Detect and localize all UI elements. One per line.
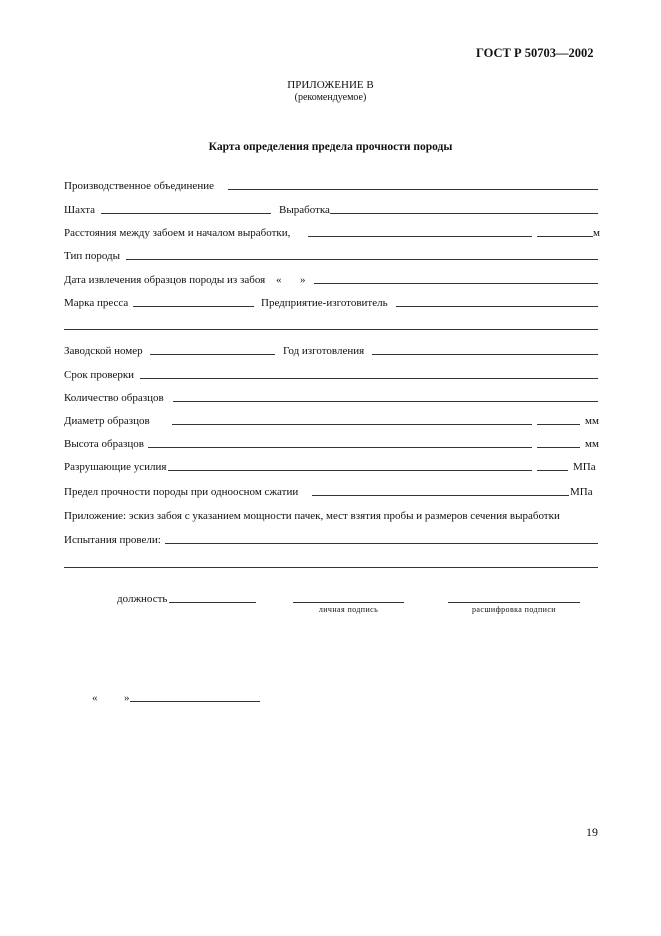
breaking-force-field-b[interactable]	[537, 470, 568, 471]
personal-signature-caption: личная подпись	[318, 605, 379, 614]
distance-label: Расстояния между забоем и началом выработки,	[64, 227, 291, 239]
page-number: 19	[586, 825, 598, 839]
extraction-date-field[interactable]	[314, 283, 598, 284]
sample-diameter-field-a[interactable]	[172, 424, 532, 425]
distance-field-a[interactable]	[308, 236, 532, 237]
attachment-note: Приложение: эскиз забоя с указанием мощности пачек, мест взятия пробы и размеров сечения выработки	[64, 510, 560, 522]
distance-unit: м	[593, 227, 600, 239]
date-quote-open: «	[92, 692, 98, 704]
position-label: должность	[117, 593, 168, 605]
tested-by-continuation-field[interactable]	[64, 567, 598, 568]
working-field[interactable]	[330, 213, 598, 214]
manufacturer-label: Предприятие-изготовитель	[261, 297, 388, 309]
inspection-term-field[interactable]	[140, 378, 598, 379]
breaking-force-label: Разрушающие усилия	[64, 461, 167, 473]
appendix-subtitle: (рекомендуемое)	[294, 92, 367, 103]
sample-height-field-a[interactable]	[148, 447, 532, 448]
manufacturer-field[interactable]	[396, 306, 598, 307]
appendix-title: ПРИЛОЖЕНИЕ В	[287, 79, 374, 91]
production-association-label: Производственное объединение	[64, 180, 214, 192]
tested-by-label: Испытания провели:	[64, 534, 161, 546]
sample-diameter-field-b[interactable]	[537, 424, 580, 425]
breaking-force-unit: МПа	[573, 461, 596, 473]
distance-field-b[interactable]	[537, 236, 593, 237]
strength-limit-field[interactable]	[312, 495, 569, 496]
production-association-field[interactable]	[228, 189, 598, 190]
rock-type-field[interactable]	[126, 259, 598, 260]
serial-number-field[interactable]	[150, 354, 275, 355]
press-brand-label: Марка пресса	[64, 297, 129, 309]
working-label: Выработка	[279, 204, 330, 216]
date-quote-close: »	[124, 692, 130, 704]
sample-diameter-label: Диаметр образцов	[64, 415, 150, 427]
card-title: Карта определения предела прочности породы	[208, 141, 453, 153]
manufacture-year-label: Год изготовления	[283, 345, 365, 357]
sample-count-field[interactable]	[173, 401, 598, 402]
position-field[interactable]	[169, 602, 256, 603]
tested-by-field[interactable]	[165, 543, 598, 544]
sample-diameter-unit: мм	[585, 415, 599, 427]
quote-close: »	[300, 274, 306, 286]
press-brand-field[interactable]	[133, 306, 254, 307]
document-code: ГОСТ Р 50703—2002	[476, 46, 594, 60]
breaking-force-field-a[interactable]	[168, 470, 532, 471]
sample-height-unit: мм	[585, 438, 599, 450]
signature-decoding-caption: расшифровка подписи	[472, 605, 556, 614]
mine-label: Шахта	[64, 204, 96, 216]
sample-height-field-b[interactable]	[537, 447, 580, 448]
serial-number-label: Заводской номер	[64, 345, 143, 357]
manufacturer-continuation-field[interactable]	[64, 329, 598, 330]
personal-signature-field[interactable]	[293, 602, 404, 603]
rock-type-label: Тип породы	[64, 250, 121, 262]
inspection-term-label: Срок проверки	[64, 369, 135, 381]
mine-field[interactable]	[101, 213, 271, 214]
signature-decoding-field[interactable]	[448, 602, 580, 603]
date-field[interactable]	[130, 701, 260, 702]
extraction-date-label: Дата извлечения образцов породы из забоя	[64, 274, 266, 286]
quote-open: «	[276, 274, 282, 286]
strength-limit-unit: МПа	[570, 486, 593, 498]
strength-limit-label: Предел прочности породы при одноосном сжатии	[64, 486, 299, 498]
manufacture-year-field[interactable]	[372, 354, 598, 355]
sample-count-label: Количество образцов	[64, 392, 164, 404]
sample-height-label: Высота образцов	[64, 438, 144, 450]
